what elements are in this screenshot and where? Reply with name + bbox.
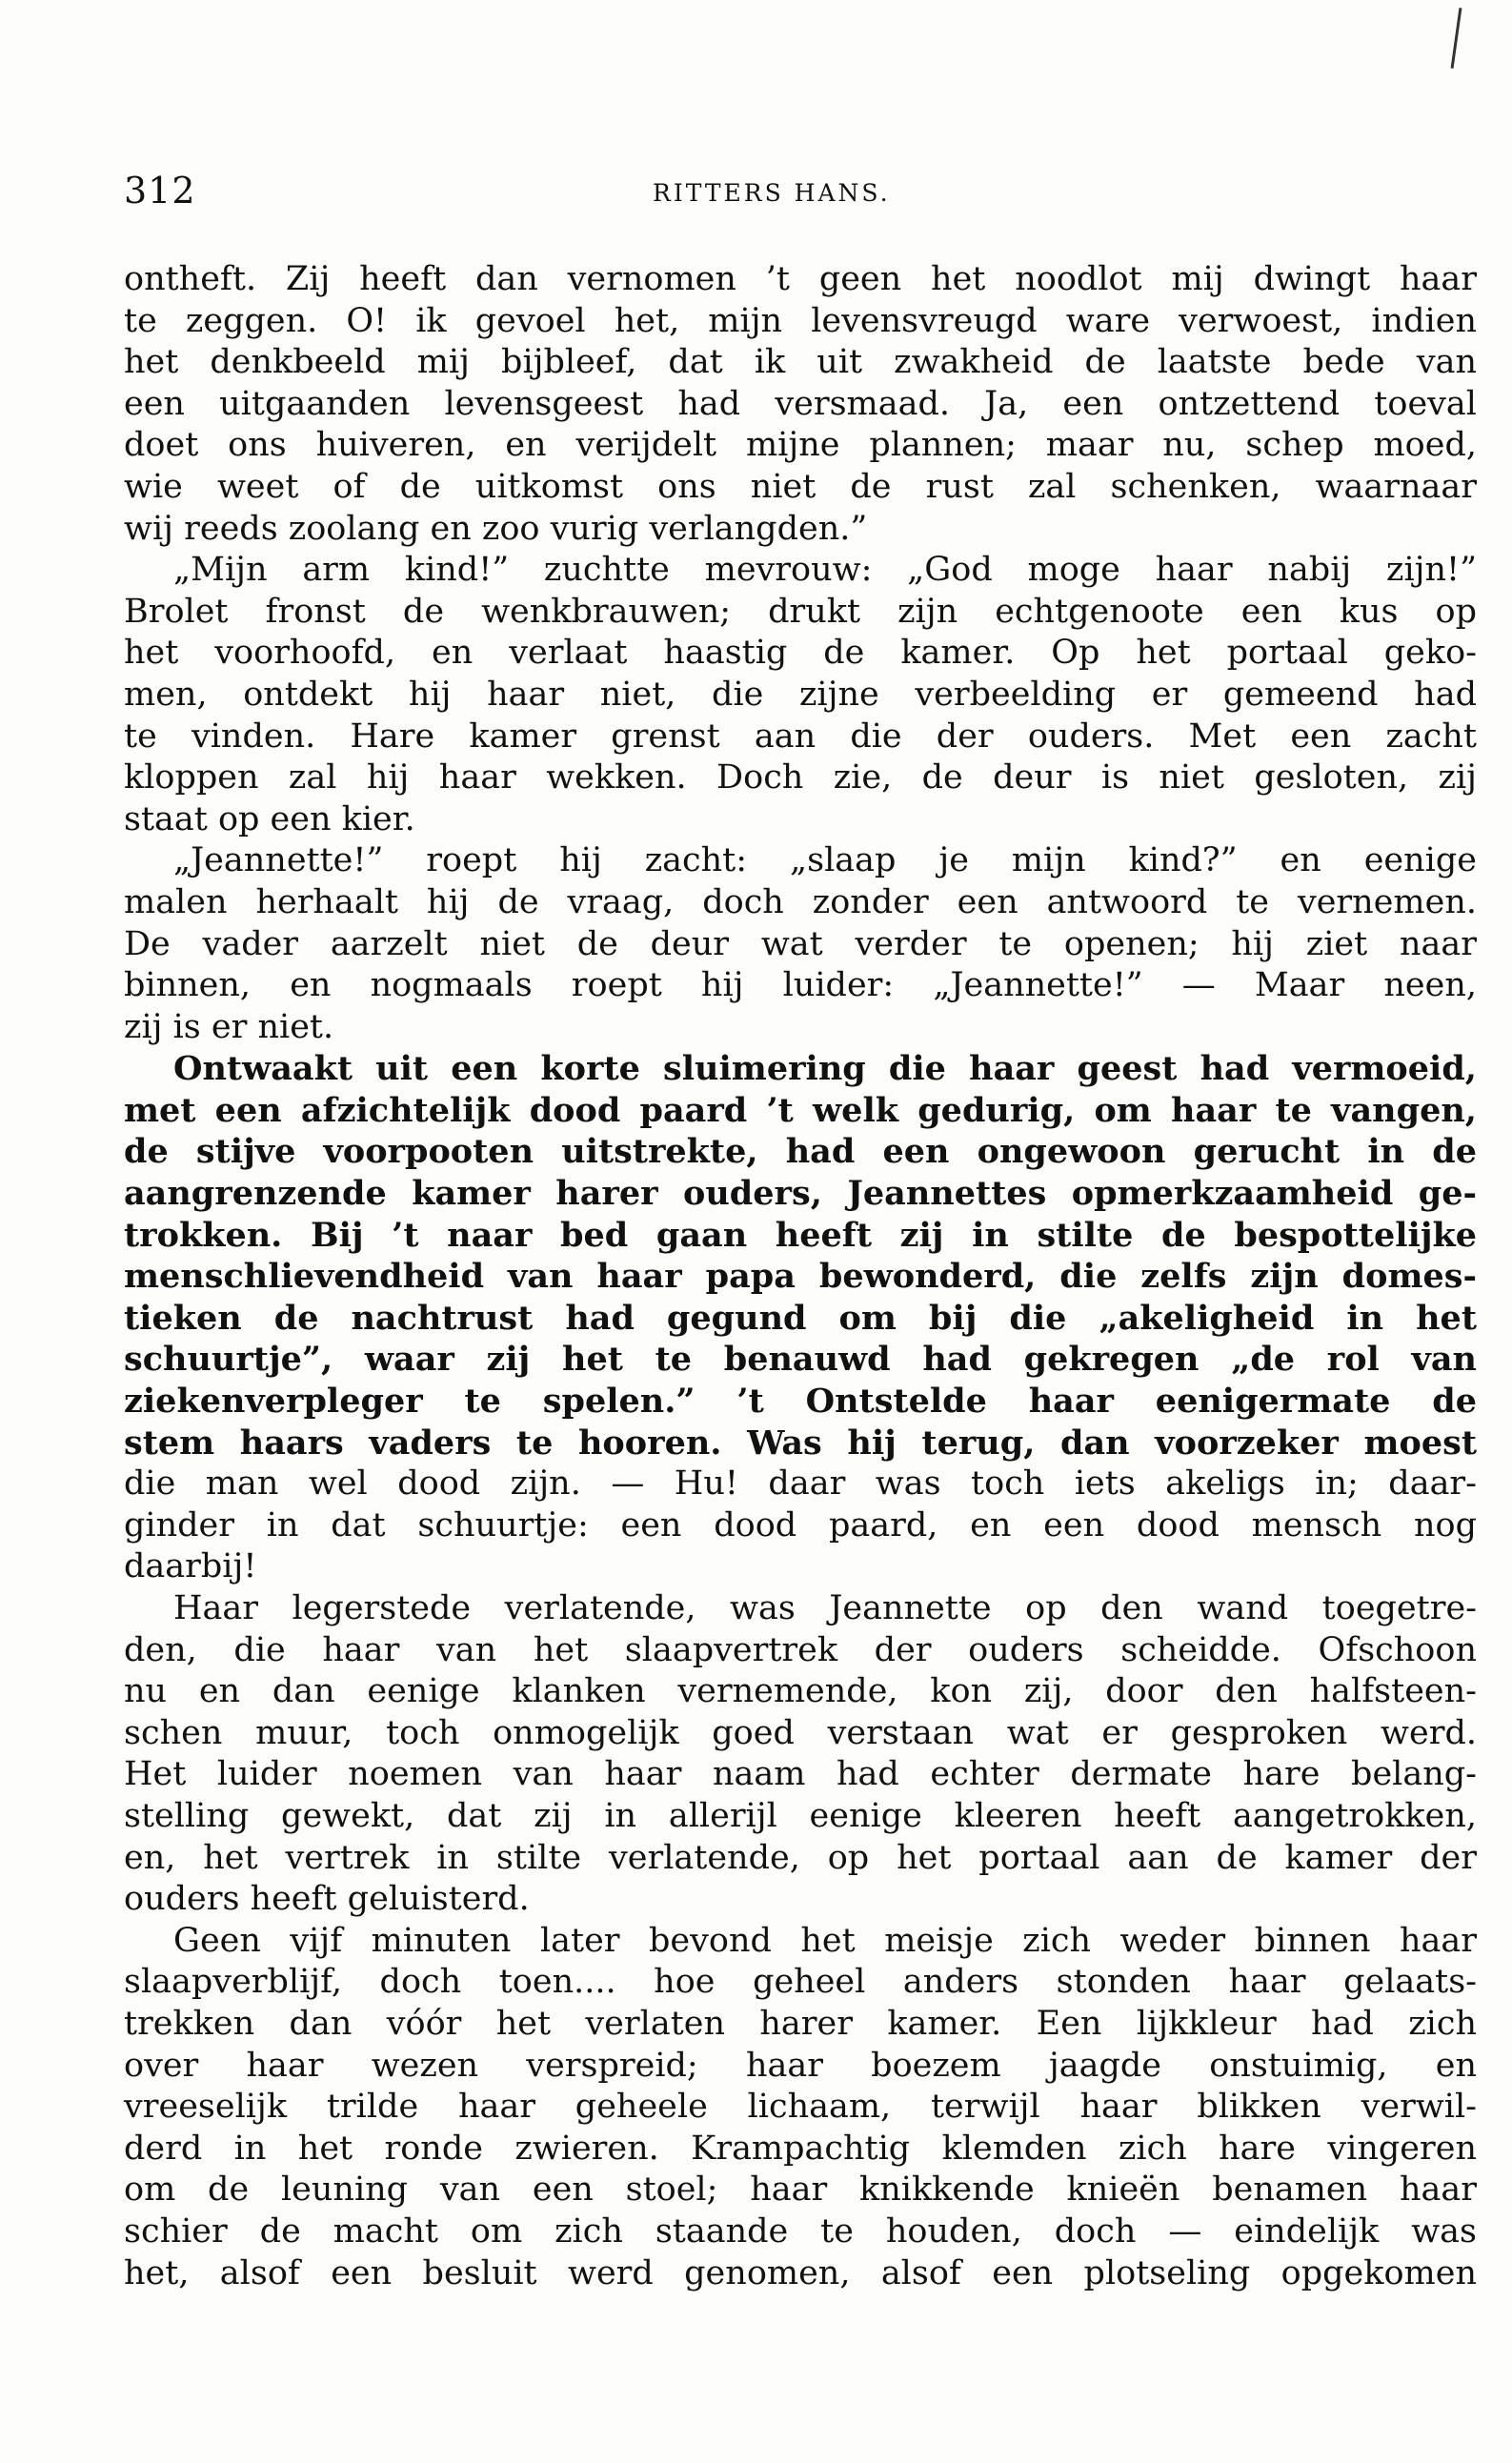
text-line: wie weet of de uitkomst ons niet de rust zal schenken, waarnaar [124,467,1477,506]
running-head [124,170,1477,227]
body-text [124,259,1477,2294]
text-line: schuurtje”, waar zij het te benauwd had gekregen „de rol van [124,1340,1477,1380]
text-line: om de leuning van een stoel; haar knikkende knieën benamen haar [124,2170,1477,2210]
text-line: „Jeannette!” roept hij zacht: „slaap je mijn kind?” en eenige [173,841,1477,880]
text-line: het voorhoofd, en verlaat haastig de kamer. Op het portaal geko- [124,634,1477,673]
text-line: met een afzichtelijk dood paard ’t welk gedurig, om haar te vangen, [124,1090,1477,1130]
text-line: men, ontdekt hij haar niet, die zijne verbeelding er gemeend had [124,675,1477,714]
text-line: schen muur, toch onmogelijk goed verstaan wat er gesproken werd. [124,1713,1477,1752]
text-line: te zeggen. O! ik gevoel het, mijn levensvreugd ware verwoest, indien [124,301,1477,340]
text-line: en, het vertrek in stilte verlatende, op het portaal aan de kamer der [124,1838,1477,1877]
text-line: den, die haar van het slaapvertrek der ouders scheidde. Ofschoon [124,1630,1477,1669]
page-number: 312 [124,170,196,212]
text-line: Brolet fronst de wenkbrauwen; drukt zijn echtgenoote een kus op [124,592,1477,631]
text-line: de stijve voorpooten uitstrekte, had een ongewoon gerucht in de [124,1132,1477,1172]
text-line: Haar legerstede verlatende, was Jeannette op den wand toegetre- [173,1589,1477,1627]
running-title: RITTERS HANS. [653,179,891,207]
text-line: kloppen zal hij haar wekken. Doch zie, de deur is niet gesloten, zij [124,758,1477,797]
text-line: schier de macht om zich staande te houden, doch — eindelijk was [124,2211,1477,2251]
text-line: het, alsof een besluit werd genomen, alsof een plotseling opgekomen [124,2253,1477,2292]
text-line: staat op een kier. [124,799,415,838]
text-line: aangrenzende kamer harer ouders, Jeannettes opmerkzaamheid ge- [124,1174,1477,1214]
text-line: tieken de nachtrust had gegund om bij die „akeligheid in het [124,1298,1477,1338]
text-line: over haar wezen verspreid; haar boezem jaagde onstuimig, en [124,2046,1477,2085]
text-line: vreeselijk trilde haar geheele lichaam, terwijl haar blikken verwil- [124,2088,1477,2127]
text-line: trekken dan vóór het verlaten harer kamer. Een lijkkleur had zich [124,2004,1477,2043]
text-line: „Mijn arm kind!” zuchtte mevrouw: „God moge haar nabij zijn!” [173,551,1477,590]
text-line: een uitgaanden levensgeest had versmaad. Ja, een ontzettend toeval [124,384,1477,423]
edge-mark [1451,8,1462,69]
text-line: daarbij! [124,1547,257,1586]
text-line: Het luider noemen van haar naam had echter dermate hare belang- [124,1755,1477,1794]
text-line: malen herhaalt hij de vraag, doch zonder een antwoord te vernemen. [124,882,1477,921]
text-line: te vinden. Hare kamer grenst aan die der ouders. Met een zacht [124,717,1477,756]
text-line: doet ons huiveren, en verijdelt mijne plannen; maar nu, schep moed, [124,426,1477,465]
text-line: slaapverblijf, doch toen.... hoe geheel anders stonden haar gelaats- [124,1963,1477,2002]
text-line: stem haars vaders te hooren. Was hij terug, dan voorzeker moest [124,1423,1477,1463]
text-line: ontheft. Zij heeft dan vernomen ’t geen het noodlot mij dwingt haar [124,260,1477,298]
text-line: derd in het ronde zwieren. Krampachtig klemden zich hare vingeren [124,2129,1477,2168]
text-line: het denkbeeld mij bijbleef, dat ik uit zwakheid de laatste bede van [124,343,1477,382]
text-line: trokken. Bij ’t naar bed gaan heeft zij in stilte de bespottelijke [124,1215,1477,1255]
text-line: nu en dan eenige klanken vernemende, kon zij, door den halfsteen- [124,1672,1477,1711]
text-line: ginder in dat schuurtje: een dood paard, en een dood mensch nog [124,1505,1477,1544]
text-line: wij reeds zoolang en zoo vurig verlangden.” [124,509,868,548]
text-line: stelling gewekt, dat zij in allerijl eenige kleeren heeft aangetrokken, [124,1796,1477,1835]
text-line: binnen, en nogmaals roept hij luider: „Jeannette!” — Maar neen, [124,966,1477,1005]
text-line: De vader aarzelt niet de deur wat verder te openen; hij ziet naar [124,924,1477,963]
text-line: ziekenverpleger te spelen.” ’t Ontstelde haar eenigermate de [124,1382,1477,1422]
text-line: Geen vijf minuten later bevond het meisje zich weder binnen haar [173,1921,1477,1960]
text-line: ouders heeft geluisterd. [124,1880,530,1919]
text-line: die man wel dood zijn. — Hu! daar was toch iets akeligs in; daar- [124,1464,1477,1504]
text-line: zij is er niet. [124,1007,334,1046]
text-line: menschlievendheid van haar papa bewonderd, die zelfs zijn domes- [124,1257,1477,1297]
text-line: Ontwaakt uit een korte sluimering die haar geest had vermoeid, [173,1049,1477,1089]
